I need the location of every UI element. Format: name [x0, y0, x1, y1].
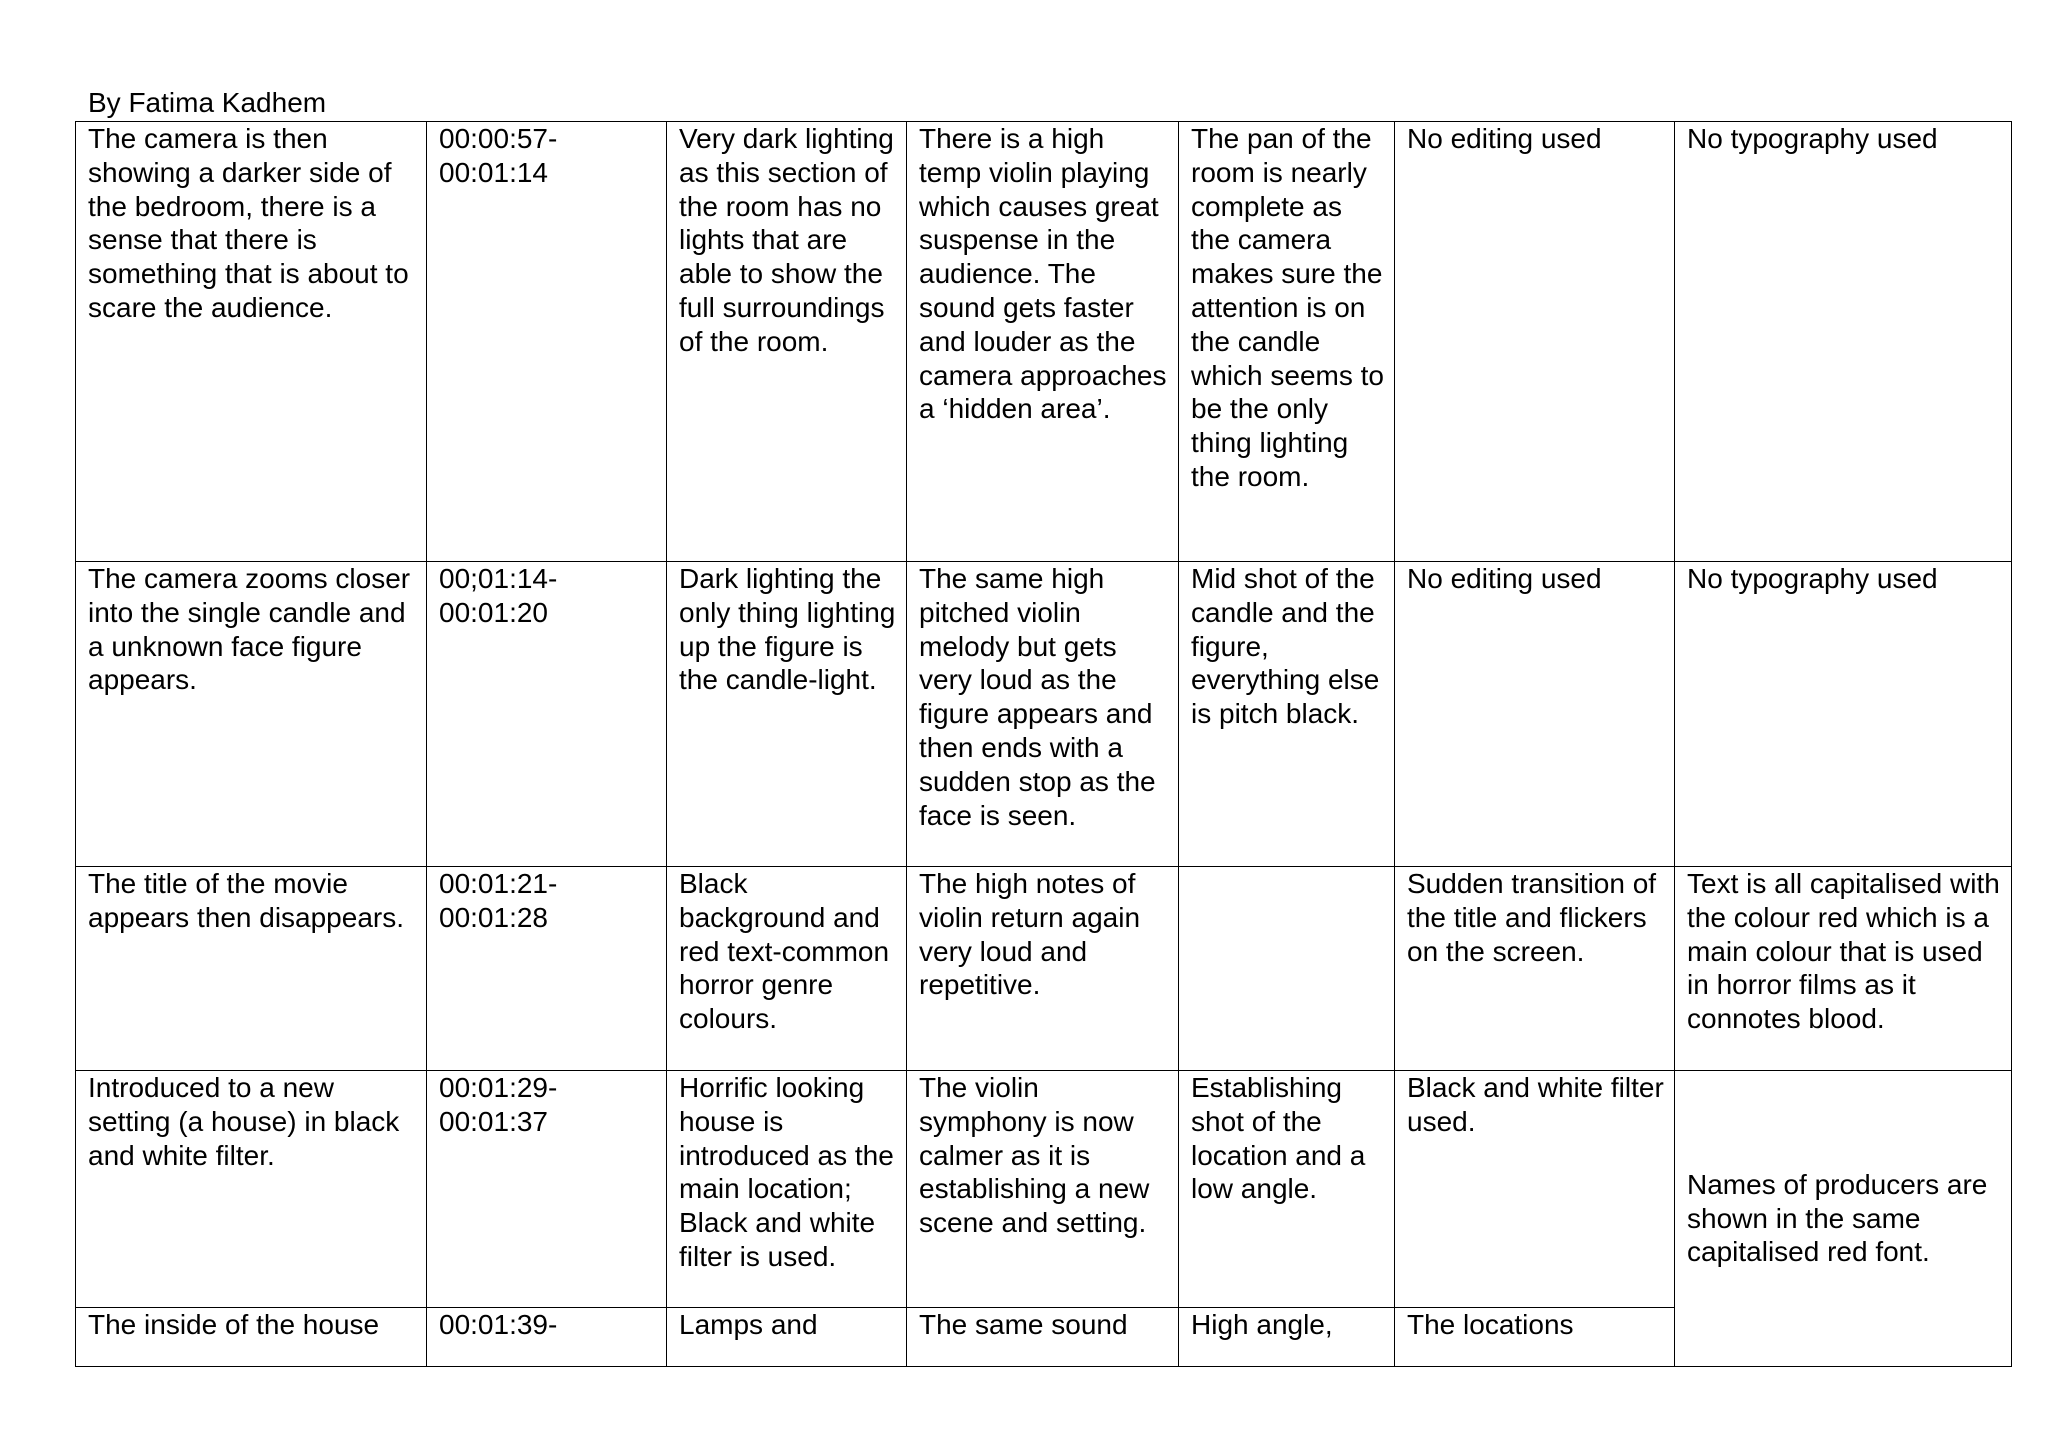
typography-cell: Names of producers are shown in the same capitalised red font. [1675, 1071, 2012, 1367]
lighting-cell: Horrific looking house is introduced as the main location; Black and white filter is used. [667, 1071, 907, 1308]
time-cell: 00;01:14-00:01:20 [427, 562, 667, 867]
camera-cell: Mid shot of the candle and the figure, everything else is pitch black. [1179, 562, 1395, 867]
typography-cell: Text is all capitalised with the colour red which is a main colour that is used in horror films as it connotes blood. [1675, 867, 2012, 1071]
camera-cell [1179, 867, 1395, 1071]
editing-cell: The locations [1395, 1308, 1675, 1367]
table-row [76, 122, 2012, 562]
camera-cell: High angle, [1179, 1308, 1395, 1367]
camera-cell: Establishing shot of the location and a low angle. [1179, 1071, 1395, 1308]
sound-cell: There is a high temp violin playing which causes great suspense in the audience. The sound gets faster and louder as the camera approaches a ‘hidden area’. [907, 122, 1179, 562]
editing-cell: No editing used [1395, 122, 1675, 562]
editing-cell: No editing used [1395, 562, 1675, 867]
time-cell: 00:00:57-00:01:14 [427, 122, 667, 562]
lighting-cell: Black background and red text-common horror genre colours. [667, 867, 907, 1071]
editing-cell: Black and white filter used. [1395, 1071, 1675, 1308]
typography-cell: No typography used [1675, 562, 2012, 867]
description-cell: The inside of the house [76, 1308, 427, 1367]
time-cell: 00:01:21-00:01:28 [427, 867, 667, 1071]
lighting-cell: Very dark lighting as this section of the room has no lights that are able to show the full surroundings of the room. [667, 122, 907, 562]
lighting-cell: Lamps and [667, 1308, 907, 1367]
sound-cell: The same high pitched violin melody but gets very loud as the figure appears and then ends with a sudden stop as the face is seen. [907, 562, 1179, 867]
table-row [76, 1071, 2012, 1308]
lighting-cell: Dark lighting the only thing lighting up the figure is the candle-light. [667, 562, 907, 867]
time-cell: 00:01:39- [427, 1308, 667, 1367]
table-row [76, 562, 2012, 867]
description-cell: The camera is then showing a darker side of the bedroom, there is a sense that there is something that is about to scare the audience. [76, 122, 427, 562]
shot-analysis-table [75, 121, 2012, 1367]
sound-cell: The same sound [907, 1308, 1179, 1367]
description-cell: The title of the movie appears then disappears. [76, 867, 427, 1071]
typography-cell: No typography used [1675, 122, 2012, 562]
editing-cell: Sudden transition of the title and flickers on the screen. [1395, 867, 1675, 1071]
time-cell: 00:01:29-00:01:37 [427, 1071, 667, 1308]
description-cell: The camera zooms closer into the single candle and a unknown face figure appears. [76, 562, 427, 867]
table-row [76, 867, 2012, 1071]
author-line: By Fatima Kadhem [88, 87, 327, 118]
sound-cell: The violin symphony is now calmer as it is establishing a new scene and setting. [907, 1071, 1179, 1308]
sound-cell: The high notes of violin return again very loud and repetitive. [907, 867, 1179, 1071]
description-cell: Introduced to a new setting (a house) in black and white filter. [76, 1071, 427, 1308]
camera-cell: The pan of the room is nearly complete as the camera makes sure the attention is on the candle which seems to be the only thing lighting the room. [1179, 122, 1395, 562]
